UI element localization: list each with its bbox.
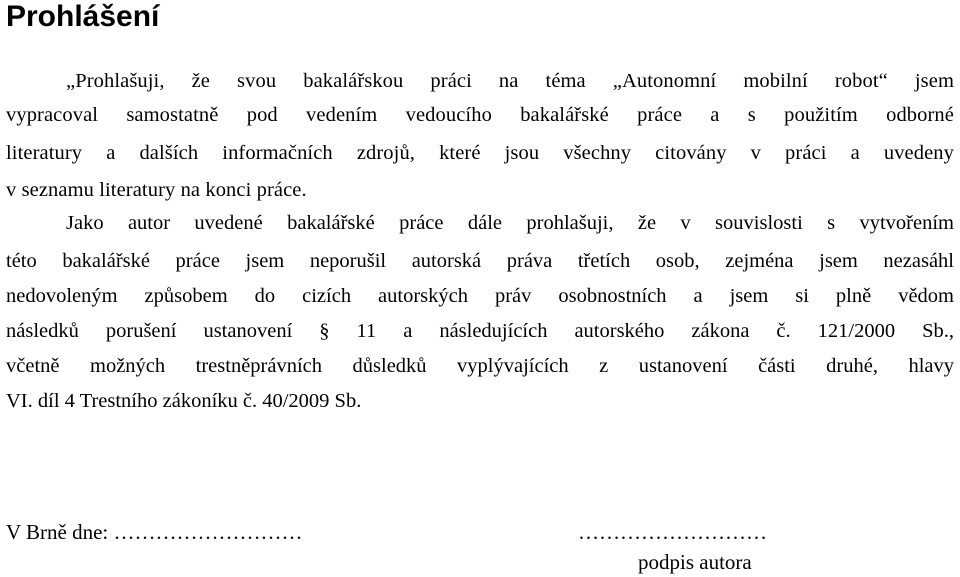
paragraph2-line-1: Jako autor uvedené bakalářské práce dále prohlašuji, že v souvislosti s vytvořením — [66, 212, 954, 234]
paragraph2-line-5: včetně možných trestněprávních důsledků vyplývajících z ustanovení části druhé, hlavy — [6, 355, 954, 377]
paragraph2-line-4: následků porušení ustanovení § 11 a následujících autorského zákona č. 121/2000 Sb., — [6, 320, 954, 342]
paragraph1-line-3: literatury a dalších informačních zdrojů, které jsou všechny citovány v práci a uvedeny — [6, 142, 954, 164]
signature-line: ……………………… — [578, 520, 767, 544]
paragraph1-line-1: „Prohlašuji, že svou bakalářskou práci na téma „Autonomní mobilní robot“ jsem — [66, 70, 954, 92]
signature-label: podpis autora — [638, 550, 752, 574]
paragraph2-line-6: VI. díl 4 Trestního zákoníku č. 40/2009 Sb. — [6, 390, 362, 412]
page-title: Prohlášení — [6, 0, 160, 33]
paragraph2-line-2: této bakalářské práce jsem neporušil autorská práva třetích osob, zejména jsem nezasáhl — [6, 250, 954, 272]
paragraph1-line-2: vypracoval samostatně pod vedením vedoucího bakalářské práce a s použitím odborné — [6, 104, 954, 126]
paragraph1-line-4: v seznamu literatury na konci práce. — [6, 179, 307, 201]
paragraph2-line-3: nedovoleným způsobem do cizích autorských práv osobnostních a jsem si plně vědom — [6, 285, 954, 307]
place-date-line: V Brně dne: ……………………… — [6, 520, 303, 544]
